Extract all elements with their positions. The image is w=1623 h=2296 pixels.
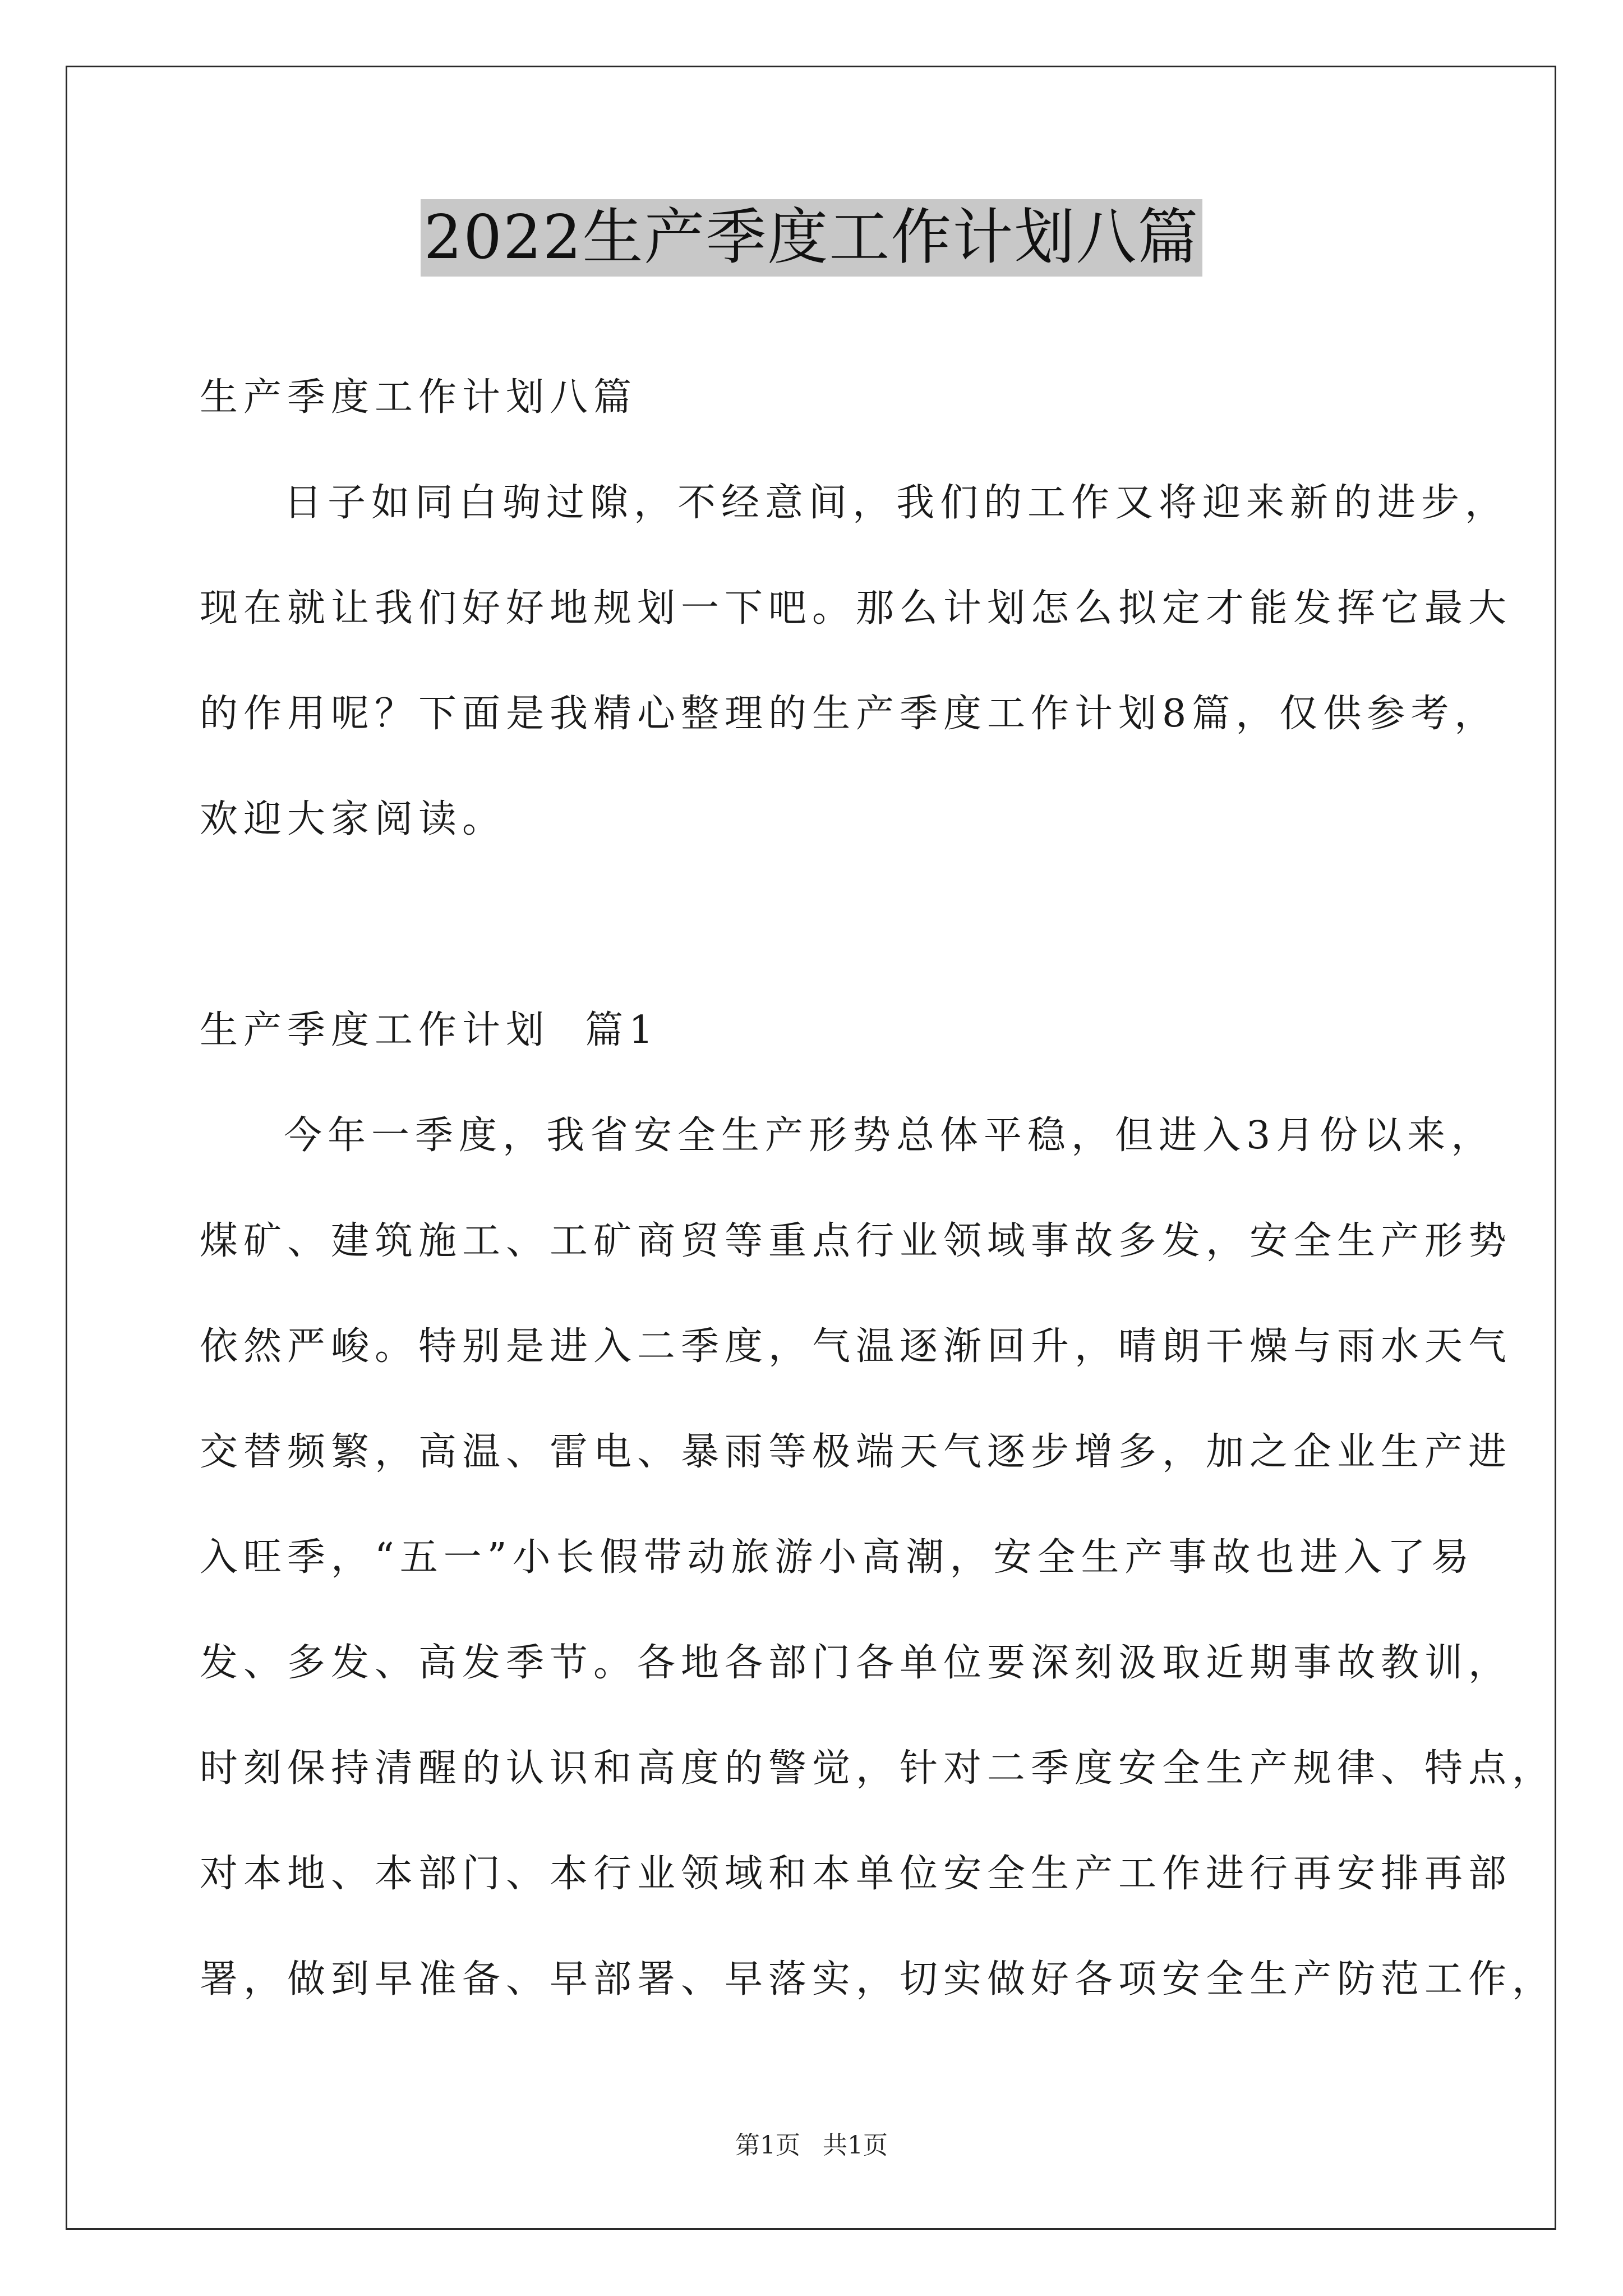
intro-line: 欢迎大家阅读。: [200, 797, 506, 841]
intro-line: 现在就让我们好好地规划一下吧。那么计划怎么拟定才能发挥它最大: [200, 586, 1513, 631]
subtitle: 生产季度工作计划八篇: [200, 375, 638, 420]
document-title: 2022生产季度工作计划八篇: [421, 199, 1203, 277]
intro-line: 的作用呢？下面是我精心整理的生产季度工作计划8篇，仅供参考，: [200, 692, 1498, 736]
section-line: 煤矿、建筑施工、工矿商贸等重点行业领域事故多发，安全生产形势: [200, 1219, 1513, 1263]
section-line: 依然严峻。特别是进入二季度，气温逐渐回升，晴朗干燥与雨水天气: [200, 1324, 1513, 1369]
section-heading: 生产季度工作计划 篇1: [200, 1008, 659, 1052]
page-number: 第1页: [735, 2131, 800, 2160]
section-line: 署，做到早准备、早部署、早落实，切实做好各项安全生产防范工作，: [200, 1957, 1556, 2001]
paragraph-gap: [200, 872, 1433, 978]
section-line: 发、多发、高发季节。各地各部门各单位要深刻汲取近期事故教训，: [200, 1641, 1513, 1685]
title-container: [0, 199, 1623, 277]
section-line: 交替频繁，高温、雷电、暴雨等极端天气逐步增多，加之企业生产进: [200, 1430, 1513, 1474]
section-line: 入旺季，“五一”小长假带动旅游小高潮，安全生产事故也进入了易: [200, 1535, 1475, 1580]
intro-line: 日子如同白驹过隙，不经意间，我们的工作又将迎来新的进步，: [284, 481, 1509, 525]
document-body: [200, 345, 1556, 2032]
page-footer: [0, 2129, 1623, 2162]
section-line: 今年一季度，我省安全生产形势总体平稳，但进入3月份以来，: [284, 1114, 1495, 1158]
section-line: 对本地、本部门、本行业领域和本单位安全生产工作进行再安排再部: [200, 1852, 1513, 1896]
section-line: 时刻保持清醒的认识和高度的警觉，针对二季度安全生产规律、特点，: [200, 1746, 1556, 1791]
page-total: 共1页: [823, 2131, 888, 2160]
